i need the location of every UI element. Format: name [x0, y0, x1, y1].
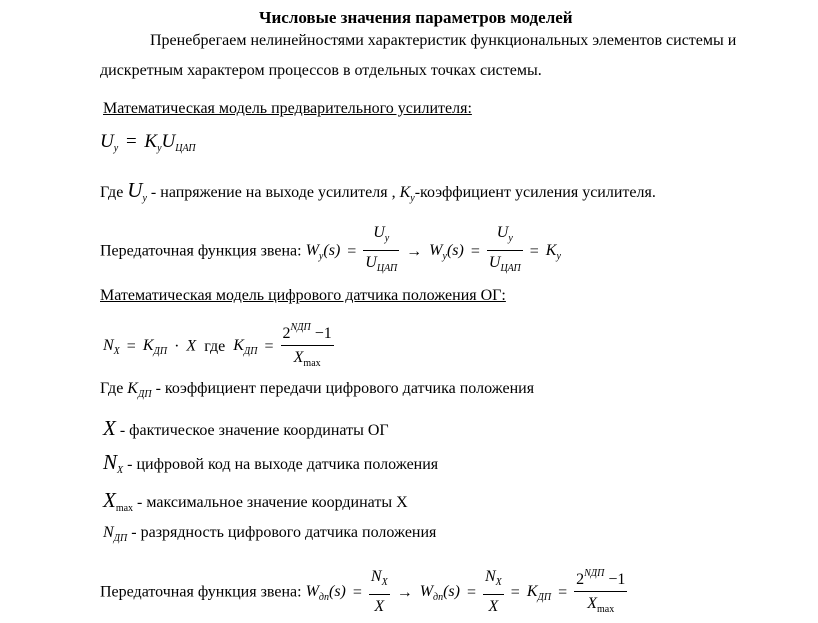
sensor-where-k: Где $K_{ДП}$ - коэффициент передачи цифрового датчика положения — [100, 380, 535, 400]
amp-model-formula: $U_у = K_уU_{ЦАП}$ — [100, 131, 196, 154]
page-title: Числовые значения параметров моделей — [259, 8, 573, 27]
sensor-where-x: X - фактическое значение координаты ОГ — [103, 416, 389, 440]
u-symbol: $U_у$ — [127, 178, 147, 204]
fraction: $\frac{U_у}{U_{ЦАП}}$ — [365, 224, 398, 274]
where-inline: где — [204, 337, 226, 355]
fraction: $\frac{U_у}{U_{ЦАП}}$ — [488, 224, 521, 274]
k-description: -коэффициент усиления усилителя. — [414, 184, 656, 201]
where-word: Где — [100, 184, 124, 201]
k-symbol: $K_у$ — [399, 184, 415, 204]
sensor-where-xmax: Xmax - максимальное значение координаты X — [103, 488, 408, 514]
sensor-where-nx: $N_X$ - цифровой код на выходе датчика положения — [103, 450, 439, 476]
sensor-where-ndp: $N_{ДП}$ - разрядность цифрового датчика положения — [103, 524, 437, 544]
amp-heading: Математическая модель предварительного усилителя: — [103, 100, 472, 117]
fraction: $\frac{N_X}{X}$ — [370, 568, 388, 615]
amp-transfer-function: Передаточная функция звена: $W_у(s)$ = $\frac{U_у}{U_{ЦАП}}$ → $W_у(s)$ = $\frac{U_у}{U_{ЦАП}}$ = $K_у$ — [100, 222, 561, 281]
intro-line-1: Пренебрегаем нелинейностями характеристик функциональных элементов системы и — [150, 32, 737, 49]
tf-label: Передаточная функция звена: — [100, 242, 302, 260]
sensor-transfer-function: Передаточная функция звена: $W_{дп}(s)$ = $\frac{N_X}{X}$ → $W_{дп}(s)$ = $\frac{N_X}{X}$ = $K_{ДП}$ = $\frac{2^{NДП} -1}{X_{max}}$ — [100, 563, 627, 622]
fraction: $\frac{N_X}{X}$ — [485, 568, 502, 615]
amp-where-line — [100, 178, 656, 204]
fraction: $\frac{2^{NДП} -1}{X_{max}}$ — [574, 563, 627, 622]
intro-line-2: дискретным характером процессов в отдельных точках системы. — [100, 62, 542, 79]
sensor-model-formula: $N_X = K_{ДП} \cdot X$ где $K_{ДП}$ = $\frac{2^{NДП} -1}{X_{max}}$ — [103, 317, 334, 376]
fraction: $\frac{2^{NДП} -1}{X_{max}}$ — [281, 317, 334, 376]
u-description: - напряжение на выходе усилителя , — [150, 184, 396, 201]
tf-label: Передаточная функция звена: — [100, 583, 302, 601]
sensor-heading: Математическая модель цифрового датчика положения ОГ: — [100, 287, 506, 304]
